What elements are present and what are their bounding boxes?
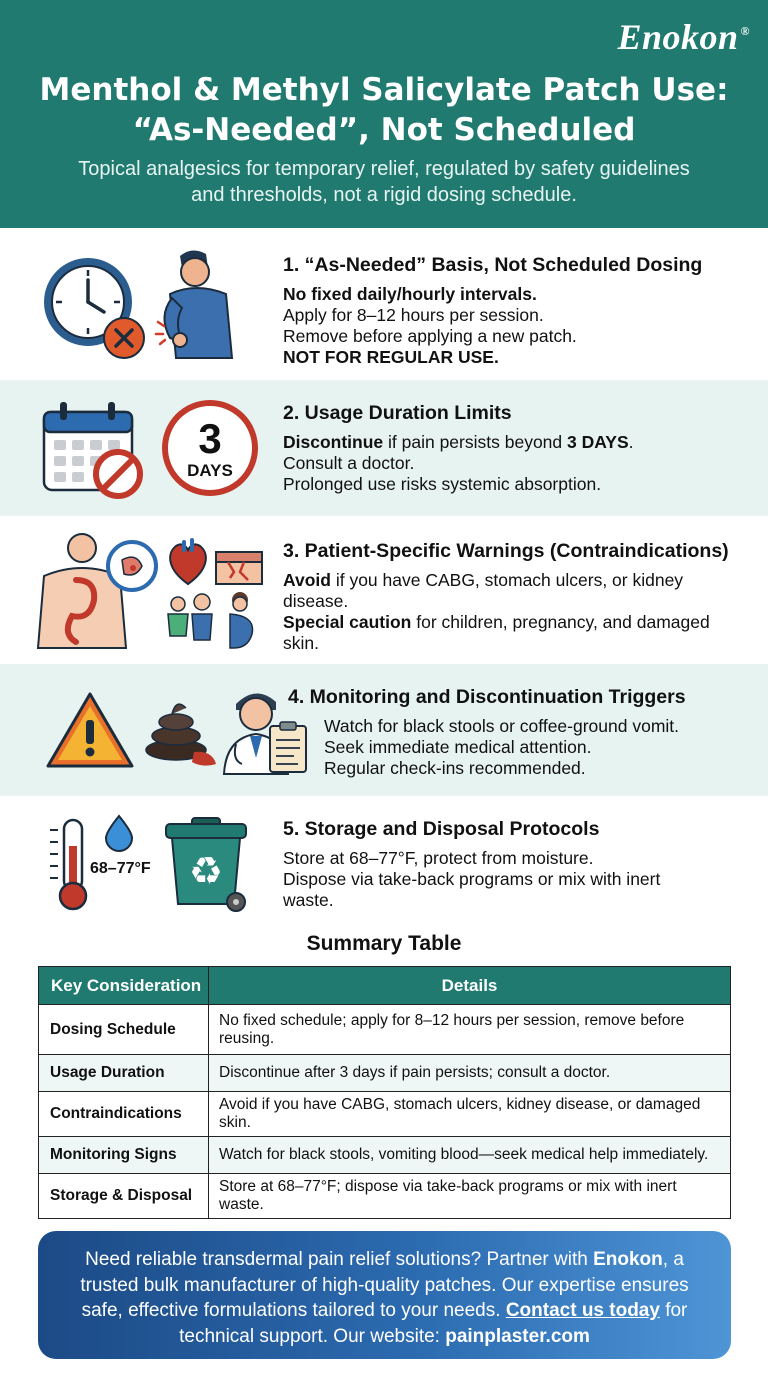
section-3-line-3 [283, 612, 758, 633]
section-storage-disposal [0, 796, 768, 926]
section-3-line-1 [283, 570, 758, 591]
table-header-row [39, 967, 731, 1005]
section-contraindications [0, 516, 768, 664]
avoid-rest: if you have CABG, stomach ulcers, or kidney [330, 570, 684, 590]
section-1-line-3: Remove before applying a new patch. [283, 326, 577, 346]
website-link[interactable]: painplaster.com [445, 1325, 590, 1347]
section-2-line-3: Prolonged use risks systemic absorption. [283, 474, 602, 494]
table-row [39, 1137, 731, 1174]
section-3-title: 3. Patient-Specific Warnings (Contraindications) [283, 540, 729, 562]
badge-text: DAYS [187, 461, 233, 480]
section-5-line-2: Dispose via take-back programs or mix with inert [283, 869, 661, 889]
badge-number: 3 [198, 415, 222, 462]
table-cell-details: Avoid if you have CABG, stomach ulcers, kidney disease, or damaged skin. [209, 1092, 731, 1137]
summary-title: Summary Table [306, 932, 462, 955]
summary-table [38, 966, 731, 1219]
table-header-details: Details [209, 967, 731, 1005]
table-cell-details: Watch for black stools, vomiting blood—seek medical help immediately. [209, 1137, 731, 1174]
discontinue-mid: if pain persists beyond [383, 432, 568, 452]
table-row [39, 1005, 731, 1055]
section-3-text [283, 538, 758, 654]
table-cell-key: Storage & Disposal [39, 1174, 209, 1219]
section-4-title: 4. Monitoring and Discontinuation Triggers [288, 686, 686, 708]
table-cell-details: No fixed schedule; apply for 8–12 hours per session, remove before reusing. [209, 1005, 731, 1055]
section-4-line-3: Regular check-ins recommended. [324, 758, 586, 778]
table-row [39, 1174, 731, 1219]
stool-icon [142, 694, 222, 770]
contact-us-link[interactable]: Contact us today [505, 1300, 660, 1321]
section-duration-limits [0, 380, 768, 516]
section-1-line-2: Apply for 8–12 hours per session. [283, 305, 544, 325]
section-4-text [283, 684, 758, 779]
section-4-line-1: Watch for black stools or coffee-ground vomit. [324, 716, 680, 736]
three-days-badge-icon [162, 400, 258, 496]
table-header-key: Key Consideration [39, 967, 209, 1005]
section-as-needed [0, 228, 768, 380]
section-2-text [283, 400, 758, 495]
recycle-bin-icon [164, 816, 256, 914]
title-line-2: “As-Needed”, Not Scheduled [132, 112, 636, 148]
table-cell-details: Discontinue after 3 days if pain persists; consult a doctor. [209, 1055, 731, 1092]
table-cell-key: Monitoring Signs [39, 1137, 209, 1174]
family-icon [164, 592, 264, 650]
back-pain-person-icon [152, 246, 244, 364]
section-4-line-2: Seek immediate medical attention. [324, 737, 592, 757]
page-title [0, 70, 768, 150]
footer-cta-box [38, 1231, 731, 1359]
section-1-title: 1. “As-Needed” Basis, Not Scheduled Dosing [283, 254, 703, 276]
table-cell-key: Usage Duration [39, 1055, 209, 1092]
heart-icon [164, 536, 212, 588]
discontinue-bold: Discontinue [283, 432, 384, 452]
footer-text-2: , a trusted bulk manufacturer of high-quality patches. Our expertise ensures safe, effective formulations tailored to your needs. [80, 1249, 689, 1321]
footer-brand: Enokon [593, 1249, 663, 1270]
clock-icon [42, 256, 146, 360]
section-5-text [283, 816, 758, 911]
section-1-line-1: No fixed daily/hourly intervals. [283, 284, 537, 304]
table-row [39, 1092, 731, 1137]
calendar-icon [42, 400, 148, 500]
water-drop-icon [104, 814, 134, 852]
line-period: . [628, 432, 634, 452]
section-3-line-4: skin. [283, 633, 319, 653]
header-banner [0, 0, 768, 228]
table-cell-key: Contraindications [39, 1092, 209, 1137]
avoid-bold: Avoid [283, 570, 331, 590]
special-caution-bold: Special caution [283, 612, 412, 632]
special-caution-rest: for children, pregnancy, and damaged [411, 612, 710, 632]
section-2-line-2: Consult a doctor. [283, 453, 415, 473]
section-2-line-1 [283, 432, 758, 453]
svg-text:♻: ♻ [188, 849, 224, 893]
footer-text-3: for technical support. Our website: [179, 1300, 688, 1347]
registered-mark: ® [740, 24, 750, 38]
table-cell-key: Dosing Schedule [39, 1005, 209, 1055]
body-stomach-icon [36, 530, 160, 652]
section-5-line-1: Store at 68–77°F, protect from moisture. [283, 848, 594, 868]
section-1-text [283, 252, 758, 368]
table-row [39, 1055, 731, 1092]
brand-name: Enokon [617, 17, 739, 57]
title-line-1: Menthol & Methyl Salicylate Patch Use: [39, 72, 729, 108]
three-days-bold: 3 DAYS [567, 432, 629, 452]
section-5-line-3: waste. [283, 890, 334, 910]
brand-logo[interactable] [617, 16, 750, 58]
thermometer-icon [46, 816, 96, 912]
temperature-label: 68–77°F [90, 860, 151, 877]
page-subtitle: Topical analgesics for temporary relief, regulated by safety guidelines and thresholds, not a rigid dosing schedule. [78, 158, 690, 206]
section-monitoring [0, 664, 768, 796]
section-2-title: 2. Usage Duration Limits [283, 402, 512, 424]
damaged-skin-icon [214, 542, 264, 588]
section-5-title: 5. Storage and Disposal Protocols [283, 818, 600, 840]
warning-icon [44, 690, 136, 770]
section-1-line-4: NOT FOR REGULAR USE. [283, 347, 499, 367]
footer-text-1: Need reliable transdermal pain relief solutions? Partner with [85, 1249, 594, 1270]
table-cell-details: Store at 68–77°F; dispose via take-back programs or mix with inert waste. [209, 1174, 731, 1219]
section-3-line-2: disease. [283, 591, 349, 611]
